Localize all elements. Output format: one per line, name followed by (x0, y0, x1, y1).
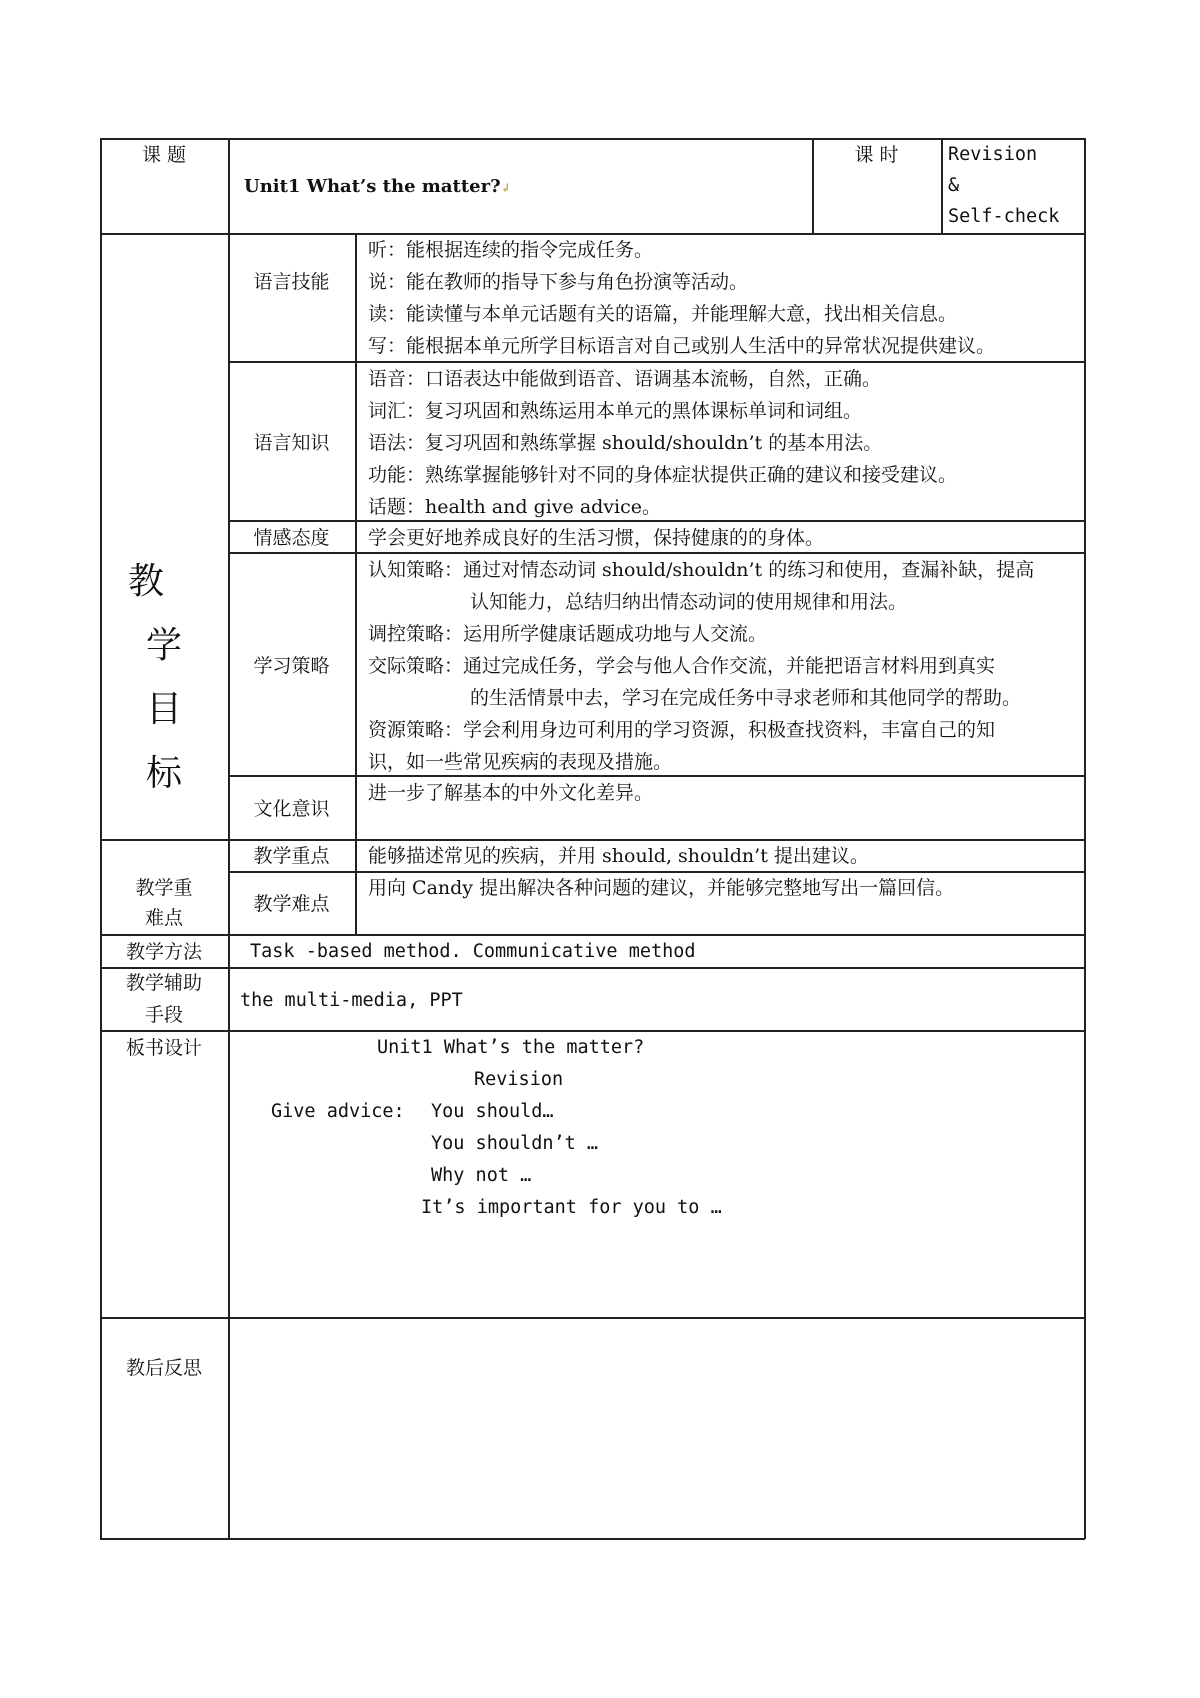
objectives-label-char: 目 (146, 689, 183, 730)
row-divider (100, 839, 1085, 841)
row-divider (228, 775, 1085, 777)
reflection-label: 教后反思 (125, 1357, 202, 1379)
aids-text: the multi-media, PPT (240, 990, 463, 1011)
knowledge-line: 语法：复习巩固和熟练掌握 should/shouldn’t 的基本用法。 (368, 432, 883, 454)
difficulty-label: 教学难点 (253, 893, 330, 915)
column-divider (228, 138, 230, 1539)
board-subtitle: Revision (474, 1069, 564, 1090)
strategy-line: 的生活情景中去，学习在完成任务中寻求老师和其他同学的帮助。 (470, 687, 1022, 709)
strategy-line: 识，如一些常见疾病的表现及措施。 (368, 751, 673, 773)
knowledge-line: 话题：health and give advice。 (368, 496, 662, 518)
strategy-line: 认知策略：通过对情态动词 should/shouldn’t 的练习和使用，查漏补缺，提高 (368, 559, 1035, 581)
row-divider (100, 967, 1085, 969)
objectives-label-char: 教 (128, 561, 165, 602)
row-divider (100, 1317, 1085, 1319)
board-line: You shouldn’t … (431, 1133, 599, 1154)
table-border-bottom (100, 1538, 1085, 1540)
difficulty-text: 用向 Candy 提出解决各种问题的建议，并能够完整地写出一篇回信。 (368, 877, 955, 899)
column-divider (941, 138, 943, 234)
topic-label: 课 题 (141, 144, 187, 166)
aids-label: 教学辅助 (125, 972, 202, 994)
objectives-label-char: 学 (146, 625, 183, 666)
knowledge-line: 词汇：复习巩固和熟练运用本单元的黑体课标单词和词组。 (368, 400, 863, 422)
table-border-right (1084, 138, 1086, 1539)
keypoints-label: 教学重 (135, 877, 193, 899)
row-divider (228, 871, 1085, 873)
row-divider (228, 520, 1085, 522)
attitude-text: 学会更好地养成良好的生活习惯，保持健康的的身体。 (368, 527, 825, 549)
column-divider (355, 233, 357, 935)
knowledge-line: 功能：熟练掌握能够针对不同的身体症状提供正确的建议和接受建议。 (368, 464, 958, 486)
strategy-line: 认知能力，总结归纳出情态动词的使用规律和用法。 (470, 591, 908, 613)
row-divider (100, 233, 1085, 235)
board-line: You should… (431, 1101, 554, 1122)
method-text: Task -based method. Communicative method (250, 941, 696, 962)
method-label: 教学方法 (125, 941, 202, 963)
board-title: Unit1 What’s the matter? (377, 1037, 645, 1058)
row-divider (228, 552, 1085, 554)
skills-line: 读：能读懂与本单元话题有关的语篇，并能理解大意，找出相关信息。 (368, 303, 958, 325)
focus-label: 教学重点 (253, 845, 330, 867)
strategy-line: 调控策略：运用所学健康话题成功地与人交流。 (368, 623, 768, 645)
table-border-left (100, 138, 102, 1539)
row-divider (100, 1030, 1085, 1032)
knowledge-label: 语言知识 (253, 432, 330, 454)
strategy-label: 学习策略 (253, 655, 330, 677)
skills-line: 听：能根据连续的指令完成任务。 (368, 239, 654, 261)
board-label: 板书设计 (125, 1037, 202, 1059)
focus-text: 能够描述常见的疾病，并用 should, shouldn’t 提出建议。 (368, 845, 869, 867)
objectives-label-char: 标 (146, 753, 183, 794)
period-line: Revision (948, 144, 1038, 165)
skills-line: 写：能根据本单元所学目标语言对自己或别人生活中的异常状况提供建议。 (368, 335, 996, 357)
culture-label: 文化意识 (253, 798, 330, 820)
aids-label: 手段 (144, 1004, 183, 1026)
board-advice-label: Give advice: (271, 1101, 405, 1122)
culture-text: 进一步了解基本的中外文化差异。 (368, 782, 654, 804)
period-label: 课 时 (854, 144, 899, 166)
period-line: Self-check (948, 206, 1060, 227)
row-divider (100, 934, 1085, 936)
keypoints-label: 难点 (144, 907, 183, 929)
board-line: It’s important for you to … (421, 1197, 722, 1218)
strategy-line: 资源策略：学会利用身边可利用的学习资源，积极查找资料，丰富自己的知 (368, 719, 996, 741)
skills-label: 语言技能 (253, 271, 330, 293)
board-line: Why not … (431, 1165, 532, 1186)
row-divider (228, 361, 1085, 363)
lesson-title: Unit1 What’s the matter?↲ (244, 176, 511, 197)
table-border-top (100, 138, 1085, 140)
period-line: & (948, 175, 960, 196)
attitude-label: 情感态度 (253, 527, 330, 549)
strategy-line: 交际策略：通过完成任务，学会与他人合作交流，并能把语言材料用到真实 (368, 655, 996, 677)
knowledge-line: 语音：口语表达中能做到语音、语调基本流畅，自然，正确。 (368, 368, 882, 390)
skills-line: 说：能在教师的指导下参与角色扮演等活动。 (368, 271, 749, 293)
